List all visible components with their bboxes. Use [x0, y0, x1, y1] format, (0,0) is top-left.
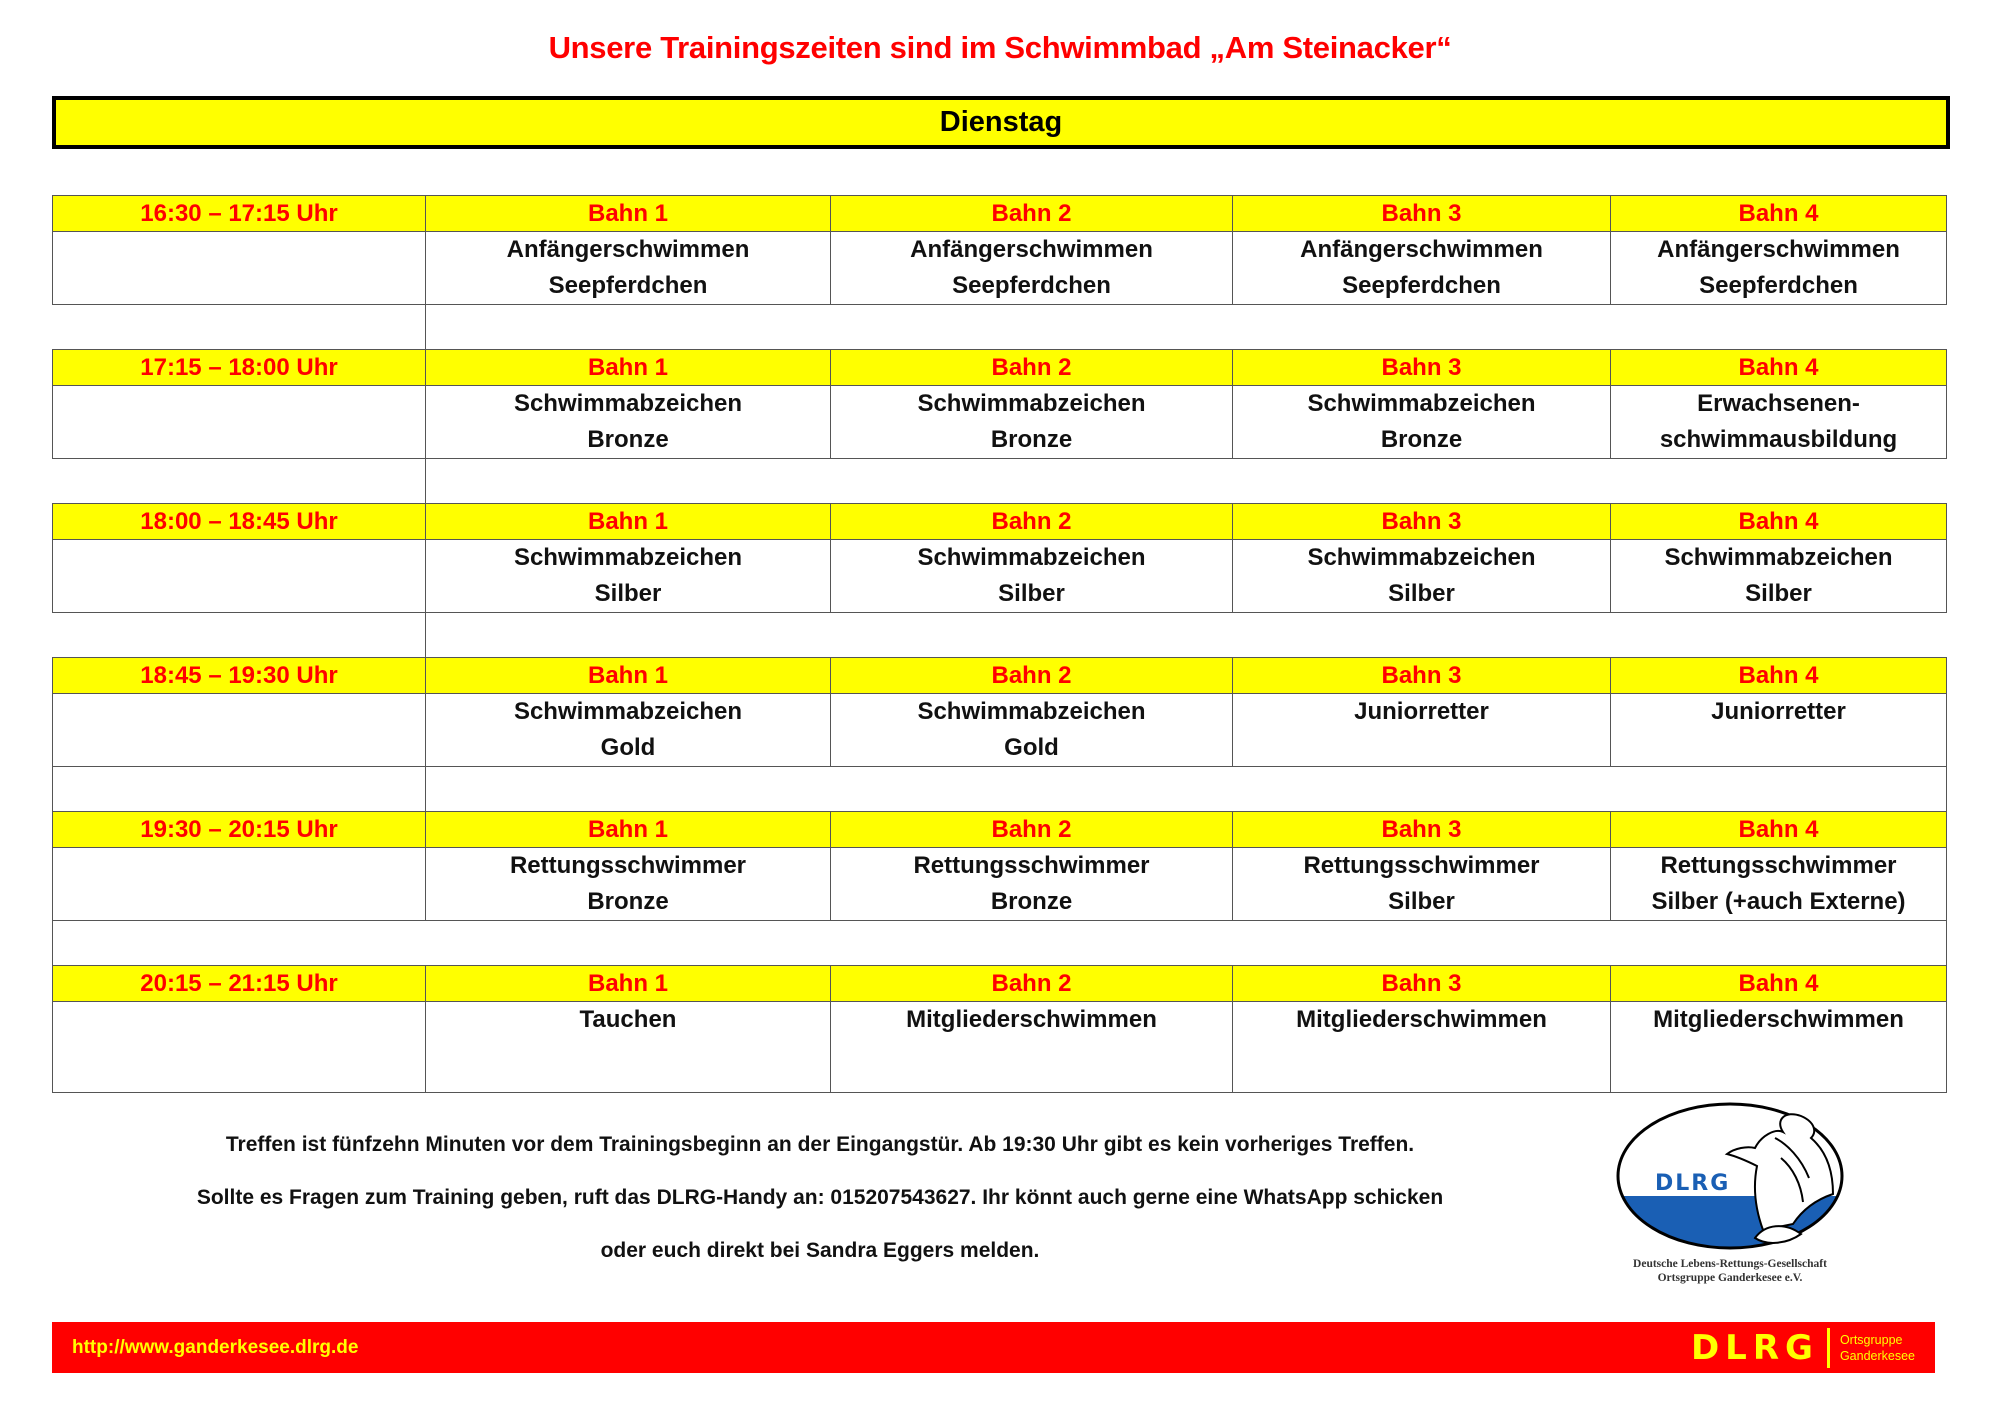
note-contact: Sollte es Fragen zum Training geben, ruft das DLRG-Handy an: 015207543627. Ihr könnt auch gerne eine WhatsApp schicken: [196, 1186, 1444, 1209]
day-heading: Dienstag: [52, 96, 1950, 149]
lane-label: Bahn 1: [426, 658, 831, 694]
activity-level: Bronze: [990, 888, 1073, 915]
slot-activity-row: [53, 386, 1947, 459]
time-slot: 19:30 – 20:15 Uhr: [53, 812, 426, 848]
lane-label: Bahn 4: [1611, 966, 1947, 1002]
page-title: Unsere Trainingszeiten sind im Schwimmbad „Am Steinacker“: [548, 30, 1452, 65]
note-meeting: Treffen ist fünfzehn Minuten vor dem Trainingsbeginn an der Eingangstür. Ab 19:30 Uhr gibt es kein vorheriges Treffen.: [225, 1133, 1415, 1156]
activity-name: Anfängerschwimmen: [1657, 236, 1900, 263]
lane-label: Bahn 2: [831, 966, 1233, 1002]
spacer-row: [53, 305, 1947, 350]
activity-name: Mitgliederschwimmen: [906, 1006, 1157, 1033]
activity-level: Bronze: [587, 888, 669, 915]
lane-label: Bahn 3: [1233, 966, 1611, 1002]
logo-text: DLRG: [1655, 1171, 1731, 1196]
activity-level: Silber: [998, 580, 1065, 607]
lane-label: Bahn 1: [426, 196, 831, 232]
activity-name: Juniorretter: [1354, 698, 1489, 725]
lane-label: Bahn 3: [1233, 350, 1611, 386]
activity-level: Gold: [1004, 734, 1059, 761]
activity-name: Anfängerschwimmen: [506, 236, 750, 263]
lane-label: Bahn 4: [1611, 196, 1947, 232]
activity-name: Rettungsschwimmer: [913, 852, 1150, 879]
lane-label: Bahn 2: [831, 504, 1233, 540]
spacer-lanes-cell: [426, 459, 1947, 504]
activity-cell: [1233, 386, 1611, 459]
activity-level: Bronze: [1380, 426, 1463, 453]
activity-level: Gold: [600, 734, 656, 761]
lane-label: Bahn 4: [1611, 812, 1947, 848]
activity-cell: [1233, 540, 1611, 613]
activity-cell: [831, 540, 1233, 613]
slot-activity-row: [53, 694, 1947, 767]
activity-name: Anfängerschwimmen: [1300, 236, 1543, 263]
website-link[interactable]: http://www.ganderkesee.dlrg.de: [72, 1337, 359, 1358]
info-notes: [0, 1130, 1640, 1289]
spacer-lanes-cell: [426, 613, 1947, 658]
activity-level: Silber: [1388, 580, 1455, 607]
activity-cell: [1611, 540, 1947, 613]
activity-cell: [831, 694, 1233, 767]
spacer-time-cell: [53, 305, 426, 350]
logo-caption: [1595, 1257, 1865, 1285]
lane-label: Bahn 2: [831, 812, 1233, 848]
slot-header-row: [53, 966, 1947, 1002]
activity-name: Schwimmabzeichen: [513, 390, 743, 417]
activity-level: schwimmausbildung: [1659, 426, 1898, 453]
slot-header-row: [53, 658, 1947, 694]
spacer-time-cell: [53, 613, 426, 658]
slot-header-row: [53, 504, 1947, 540]
org-name-line2: Ganderkesee: [1839, 1348, 1915, 1363]
activity-name: Mitgliederschwimmen: [1653, 1006, 1904, 1033]
schedule-table: [52, 195, 1947, 1093]
activity-cell: [831, 1002, 1233, 1093]
lane-label: Bahn 2: [831, 196, 1233, 232]
spacer-row: [53, 459, 1947, 504]
activity-name: Anfängerschwimmen: [910, 236, 1153, 263]
lane-label: Bahn 2: [831, 350, 1233, 386]
activity-cell: [426, 694, 831, 767]
activity-name: Mitgliederschwimmen: [1296, 1006, 1547, 1033]
time-blank-cell: [53, 386, 426, 459]
slot-activity-row: [53, 540, 1947, 613]
activity-name: Schwimmabzeichen: [513, 698, 743, 725]
spacer-cell: [53, 921, 1947, 966]
activity-level: Seepferdchen: [1699, 272, 1858, 299]
org-name: [1840, 1332, 1915, 1364]
activity-name: Juniorretter: [1711, 698, 1846, 725]
activity-cell: [426, 848, 831, 921]
activity-level: Silber: [1745, 580, 1812, 607]
time-slot: 18:45 – 19:30 Uhr: [53, 658, 426, 694]
activity-name: Schwimmabzeichen: [1664, 544, 1893, 571]
activity-cell: [831, 232, 1233, 305]
activity-level: Silber (+auch Externe): [1651, 888, 1906, 915]
activity-name: Tauchen: [579, 1006, 677, 1033]
slot-activity-row: [53, 1002, 1947, 1093]
activity-level: Silber: [1388, 888, 1455, 915]
activity-level: Seepferdchen: [548, 272, 708, 299]
activity-cell: [426, 1002, 831, 1093]
activity-level: Seepferdchen: [1342, 272, 1501, 299]
spacer-lanes-cell: [426, 767, 1947, 812]
activity-cell: [1233, 1002, 1611, 1093]
slot-activity-row: [53, 848, 1947, 921]
time-slot: 18:00 – 18:45 Uhr: [53, 504, 426, 540]
time-slot: 16:30 – 17:15 Uhr: [53, 196, 426, 232]
dlrg-wordmark-icon: DLRG: [1690, 1327, 1819, 1368]
logo-caption-org: Deutsche Lebens-Rettungs-Gesellschaft: [1633, 1258, 1827, 1270]
spacer-row: [53, 613, 1947, 658]
time-blank-cell: [53, 1002, 426, 1093]
slot-activity-row: [53, 232, 1947, 305]
lane-label: Bahn 1: [426, 966, 831, 1002]
activity-name: Rettungsschwimmer: [1660, 852, 1897, 879]
lane-label: Bahn 1: [426, 812, 831, 848]
time-slot: 17:15 – 18:00 Uhr: [53, 350, 426, 386]
slot-header-row: [53, 350, 1947, 386]
lane-label: Bahn 1: [426, 350, 831, 386]
activity-cell: [1233, 694, 1611, 767]
activity-level: Bronze: [990, 426, 1073, 453]
activity-cell: [1611, 232, 1947, 305]
activity-name: Rettungsschwimmer: [1303, 852, 1540, 879]
activity-name: Rettungsschwimmer: [509, 852, 747, 879]
spacer-time-cell: [53, 459, 426, 504]
activity-name: Schwimmabzeichen: [1307, 390, 1536, 417]
lane-label: Bahn 4: [1611, 658, 1947, 694]
lane-label: Bahn 3: [1233, 504, 1611, 540]
note-contact-person: oder euch direkt bei Sandra Eggers melden.: [600, 1239, 1040, 1262]
slot-header-row: [53, 196, 1947, 232]
activity-cell: [1611, 386, 1947, 459]
activity-cell: [1611, 694, 1947, 767]
activity-cell: [426, 386, 831, 459]
time-blank-cell: [53, 848, 426, 921]
lane-label: Bahn 4: [1611, 504, 1947, 540]
activity-level: Bronze: [587, 426, 669, 453]
spacer-time-cell: [53, 767, 426, 812]
activity-cell: [426, 540, 831, 613]
time-slot: 20:15 – 21:15 Uhr: [53, 966, 426, 1002]
activity-name: Schwimmabzeichen: [917, 544, 1146, 571]
footer-bar: [52, 1322, 1935, 1373]
lane-label: Bahn 2: [831, 658, 1233, 694]
lane-label: Bahn 4: [1611, 350, 1947, 386]
activity-level: Silber: [594, 580, 662, 607]
activity-name: Schwimmabzeichen: [917, 698, 1146, 725]
activity-cell: [1611, 1002, 1947, 1093]
activity-cell: [1233, 848, 1611, 921]
lane-label: Bahn 3: [1233, 812, 1611, 848]
activity-cell: [1611, 848, 1947, 921]
slot-header-row: [53, 812, 1947, 848]
time-blank-cell: [53, 232, 426, 305]
spacer-lanes-cell: [426, 305, 1947, 350]
activity-cell: [1233, 232, 1611, 305]
spacer-row: [53, 921, 1947, 966]
activity-cell: [426, 232, 831, 305]
activity-level: Seepferdchen: [952, 272, 1111, 299]
activity-name: Schwimmabzeichen: [513, 544, 743, 571]
activity-name: Schwimmabzeichen: [1307, 544, 1536, 571]
time-blank-cell: [53, 694, 426, 767]
activity-name: Erwachsenen-: [1697, 390, 1860, 417]
lane-label: Bahn 3: [1233, 196, 1611, 232]
lane-label: Bahn 1: [426, 504, 831, 540]
org-name-line1: Ortsgruppe: [1839, 1332, 1903, 1347]
footer-brand: [1691, 1326, 1915, 1369]
logo-caption-local: Ortsgruppe Ganderkesee e.V.: [1657, 1272, 1803, 1284]
activity-cell: [831, 848, 1233, 921]
lane-label: Bahn 3: [1233, 658, 1611, 694]
activity-name: Schwimmabzeichen: [917, 390, 1146, 417]
brand-divider: [1827, 1328, 1830, 1368]
activity-cell: [831, 386, 1233, 459]
spacer-row: [53, 767, 1947, 812]
time-blank-cell: [53, 540, 426, 613]
